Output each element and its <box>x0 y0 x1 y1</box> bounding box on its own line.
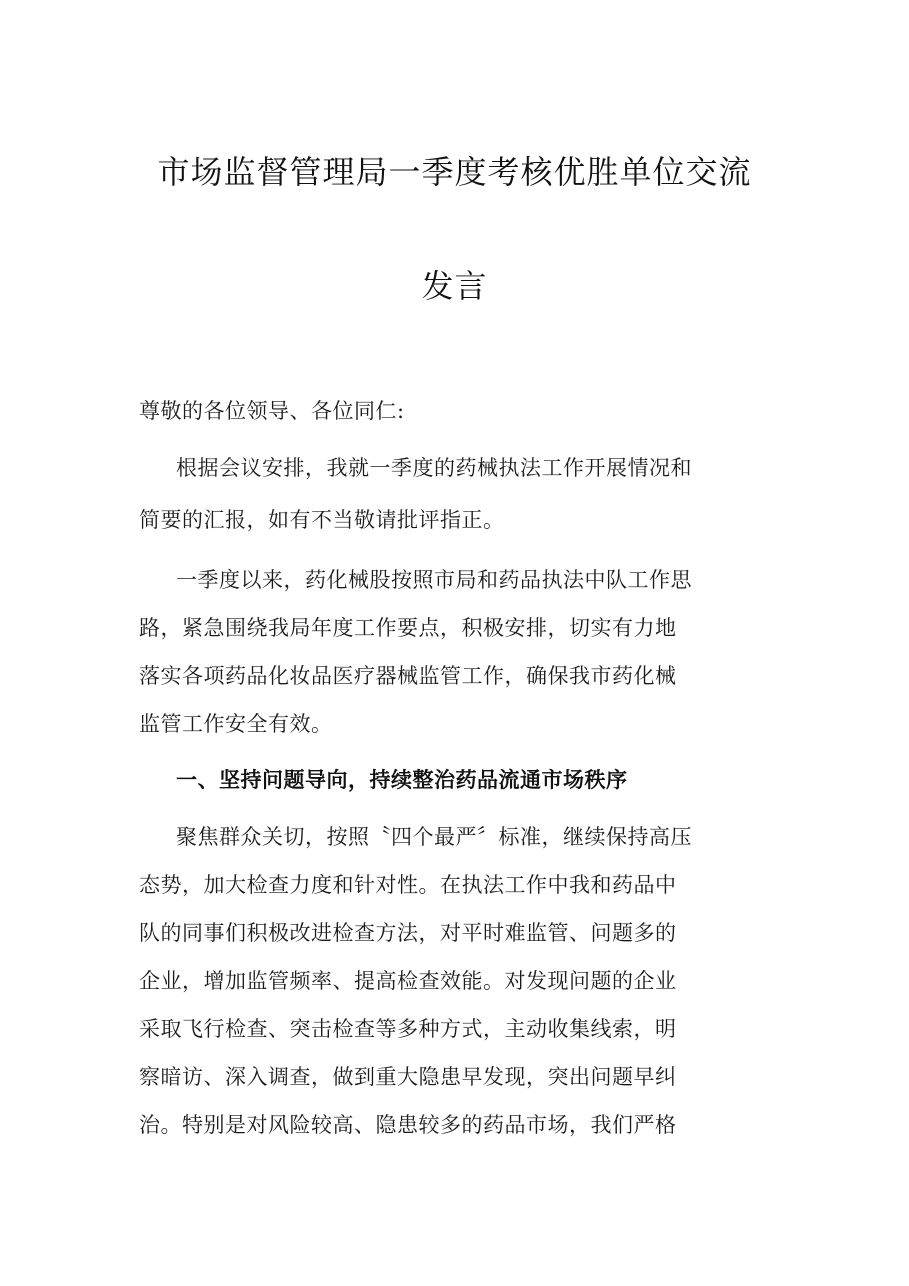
paragraph-3-line: 察暗访、深入调查，做到重大隐患早发现，突出问题早纠 <box>139 1065 677 1089</box>
paragraph-3-line: 聚焦群众关切，按照〝四个最严〞标准，继续保持高压 <box>176 825 692 849</box>
paragraph-2-line: 落实各项药品化妆品医疗器械监管工作，确保我市药化械 <box>139 664 677 688</box>
paragraph-3-line: 态势，加大检查力度和针对性。在执法工作中我和药品中 <box>139 873 677 897</box>
document-title-line-1: 市场监督管理局一季度考核优胜单位交流 <box>157 153 752 191</box>
paragraph-2-line: 监管工作安全有效。 <box>139 712 333 736</box>
paragraph-2-line: 一季度以来，药化械股按照市局和药品执法中队工作思 <box>176 568 692 592</box>
paragraph-1-line: 简要的汇报，如有不当敬请批评指正。 <box>139 508 505 532</box>
document-title-line-2: 发言 <box>421 267 488 305</box>
paragraph-3-line: 队的同事们积极改进检查方法，对平时难监管、问题多的 <box>139 921 677 945</box>
salutation-text: 尊敬的各位领导、各位同仁: <box>139 399 405 423</box>
paragraph-3-line: 采取飞行检查、突击检查等多种方式，主动收集线索，明 <box>139 1017 677 1041</box>
section-1-heading: 一、坚持问题导向，持续整治药品流通市场秩序 <box>176 768 628 792</box>
paragraph-2-line: 路，紧急围绕我局年度工作要点，积极安排，切实有力地 <box>139 616 677 640</box>
paragraph-1-line: 根据会议安排，我就一季度的药械执法工作开展情况和 <box>176 456 692 480</box>
paragraph-3-line: 企业，增加监管频率、提高检查效能。对发现问题的企业 <box>139 969 677 993</box>
paragraph-3-line: 治。特别是对风险较高、隐患较多的药品市场，我们严格 <box>139 1113 677 1137</box>
